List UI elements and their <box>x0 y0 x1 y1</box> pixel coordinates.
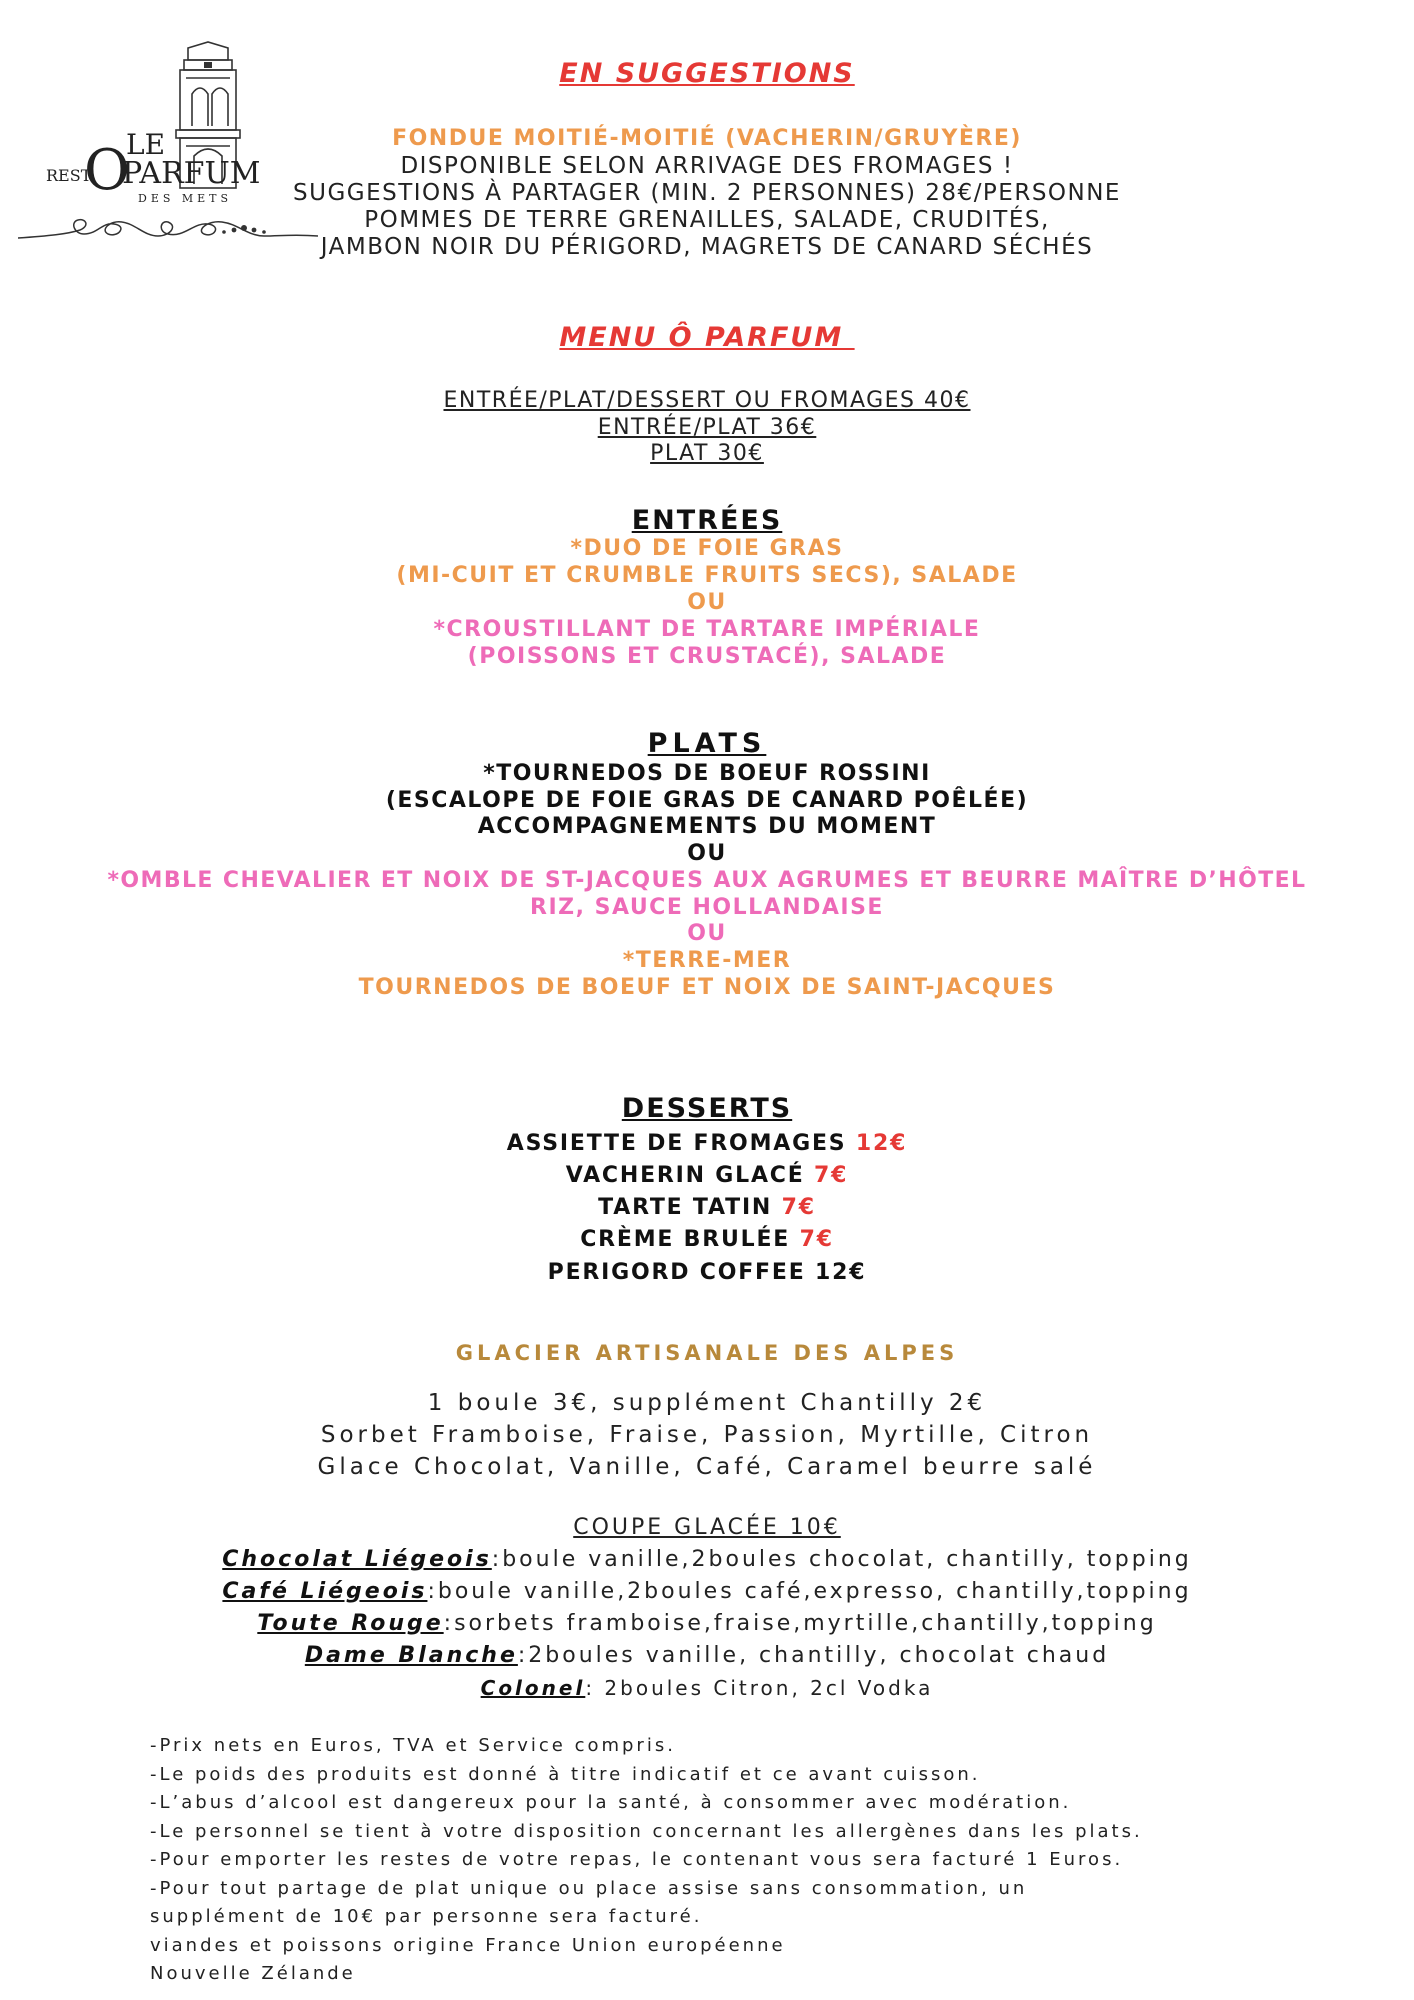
logo-des-mets: DES METS <box>138 192 233 205</box>
coupe-name: Colonel <box>480 1676 586 1700</box>
dessert-price: 7€ <box>814 1163 849 1188</box>
coupe-item <box>0 1576 1414 1608</box>
coupe-item <box>0 1544 1414 1576</box>
suggestion-highlight: FONDUE MOITIÉ-MOITIÉ (VACHERIN/GRUYÈRE) <box>392 126 1022 151</box>
coupe-item <box>0 1608 1414 1640</box>
coupe-title: COUPE GLACÉE 10€ <box>573 1515 841 1540</box>
note-line: -L’abus d’alcool est dangereux pour la santé, à consommer avec modération. <box>150 1792 1072 1813</box>
entree-1-line: *DUO DE FOIE GRAS <box>570 536 844 561</box>
legal-notes <box>150 1732 1350 1989</box>
logo-parfum: PARFUM <box>122 156 261 191</box>
note-line: -Le personnel se tient à votre disposition concernant les allergènes dans les plats. <box>150 1820 1143 1842</box>
plats-heading: PLATS <box>647 728 767 759</box>
entrees-heading: ENTRÉES <box>631 505 783 536</box>
menu-price-line: ENTRÉE/PLAT 36€ <box>597 415 817 440</box>
coupe-name: Toute Rouge <box>257 1611 444 1636</box>
glacier-line: Sorbet Framboise, Fraise, Passion, Myrtille, Citron <box>320 1422 1094 1448</box>
note-line: supplément de 10€ par personne sera facturé. <box>150 1906 703 1927</box>
coupe-name: Dame Blanche <box>304 1643 518 1668</box>
suggestion-line: JAMBON NOIR DU PÉRIGORD, MAGRETS DE CANARD SÉCHÉS <box>320 234 1094 260</box>
glacier-line: Glace Chocolat, Vanille, Café, Caramel beurre salé <box>317 1454 1097 1480</box>
dessert-price: 7€ <box>781 1195 816 1220</box>
dessert-item <box>0 1192 1414 1224</box>
coupe-desc: :sorbets framboise,fraise,myrtille,chantilly,topping <box>443 1611 1157 1636</box>
glacier-title: GLACIER ARTISANALE DES ALPES <box>455 1341 959 1365</box>
note-line: -Le poids des produits est donné à titre indicatif et ce avant cuisson. <box>150 1763 981 1785</box>
coupe-desc: :2boules vanille, chantilly, chocolat chaud <box>517 1643 1110 1668</box>
coupe-desc: :boule vanille,2boules chocolat, chantilly, topping <box>491 1547 1192 1572</box>
menu-price-line: PLAT 30€ <box>650 441 764 466</box>
entree-1-line: (MI-CUIT ET CRUMBLE FRUITS SECS), SALADE <box>396 563 1018 588</box>
entree-2-line: *CROUSTILLANT DE TARTARE IMPÉRIALE <box>433 617 981 642</box>
plat-2-line: *OMBLE CHEVALIER ET NOIX DE ST-JACQUES AUX AGRUMES ET BEURRE MAÎTRE D’HÔTEL <box>107 868 1307 893</box>
glacier-line: 1 boule 3€, supplément Chantilly 2€ <box>427 1390 987 1416</box>
dessert-item <box>0 1224 1414 1256</box>
desserts-heading: DESSERTS <box>621 1093 793 1124</box>
note-line: -Prix nets en Euros, TVA et Service compris. <box>150 1735 676 1756</box>
suggestion-line: POMMES DE TERRE GRENAILLES, SALADE, CRUDITÉS, <box>364 207 1050 233</box>
plat-or: OU <box>687 841 727 866</box>
dessert-coffee: PERIGORD COFFEE 12€ <box>547 1260 867 1285</box>
logo-o: O <box>84 138 130 203</box>
dessert-name: TARTE TATIN <box>598 1195 782 1220</box>
menu-title: MENU Ô PARFUM <box>559 322 855 353</box>
plat-or-2: OU <box>687 921 727 946</box>
note-line: viandes et poissons origine France Union européenne <box>150 1934 786 1956</box>
coupe-desc: : 2boules Citron, 2cl Vodka <box>585 1676 934 1700</box>
dessert-name: ASSIETTE DE FROMAGES <box>506 1131 856 1156</box>
coupe-name: Café Liégeois <box>222 1579 428 1604</box>
note-line: Nouvelle Zélande <box>150 1963 356 1984</box>
plat-1-line: *TOURNEDOS DE BOEUF ROSSINI <box>483 761 931 786</box>
coupe-item <box>0 1640 1414 1672</box>
note-line: -Pour emporter les restes de votre repas, le contenant vous sera facturé 1 Euros. <box>150 1849 1124 1870</box>
dessert-price: 12€ <box>855 1131 908 1156</box>
plat-3-line: *TERRE-MER <box>622 948 792 973</box>
logo-le: LE <box>126 128 166 161</box>
note-line: -Pour tout partage de plat unique ou place assise sans consommation, un <box>150 1877 1028 1899</box>
coupe-desc: :boule vanille,2boules café,expresso, chantilly,topping <box>427 1579 1192 1604</box>
suggestions-title: EN SUGGESTIONS <box>559 58 855 89</box>
entree-or: OU <box>687 590 727 615</box>
entree-2-line: (POISSONS ET CRUSTACÉ), SALADE <box>467 644 947 669</box>
dessert-name: VACHERIN GLACÉ <box>565 1163 815 1188</box>
suggestion-line: SUGGESTIONS À PARTAGER (MIN. 2 PERSONNES) 28€/PERSONNE <box>293 180 1121 206</box>
dessert-item <box>0 1160 1414 1192</box>
plat-1-line: ACCOMPAGNEMENTS DU MOMENT <box>477 814 937 839</box>
dessert-name: CRÈME BRULÉE <box>580 1227 800 1252</box>
plat-1-line: (ESCALOPE DE FOIE GRAS DE CANARD POÊLÉE) <box>385 788 1029 813</box>
logo-resto: REST <box>46 166 92 185</box>
dessert-item <box>0 1128 1414 1160</box>
menu-price-line: ENTRÉE/PLAT/DESSERT OU FROMAGES 40€ <box>443 388 971 413</box>
plat-2-line: RIZ, SAUCE HOLLANDAISE <box>530 895 884 920</box>
dessert-price: 7€ <box>799 1227 834 1252</box>
plat-3-line: TOURNEDOS DE BOEUF ET NOIX DE SAINT-JACQUES <box>358 975 1056 1000</box>
suggestion-line: DISPONIBLE SELON ARRIVAGE DES FROMAGES ! <box>400 153 1014 179</box>
coupe-item <box>0 1672 1414 1704</box>
coupe-name: Chocolat Liégeois <box>222 1547 492 1572</box>
